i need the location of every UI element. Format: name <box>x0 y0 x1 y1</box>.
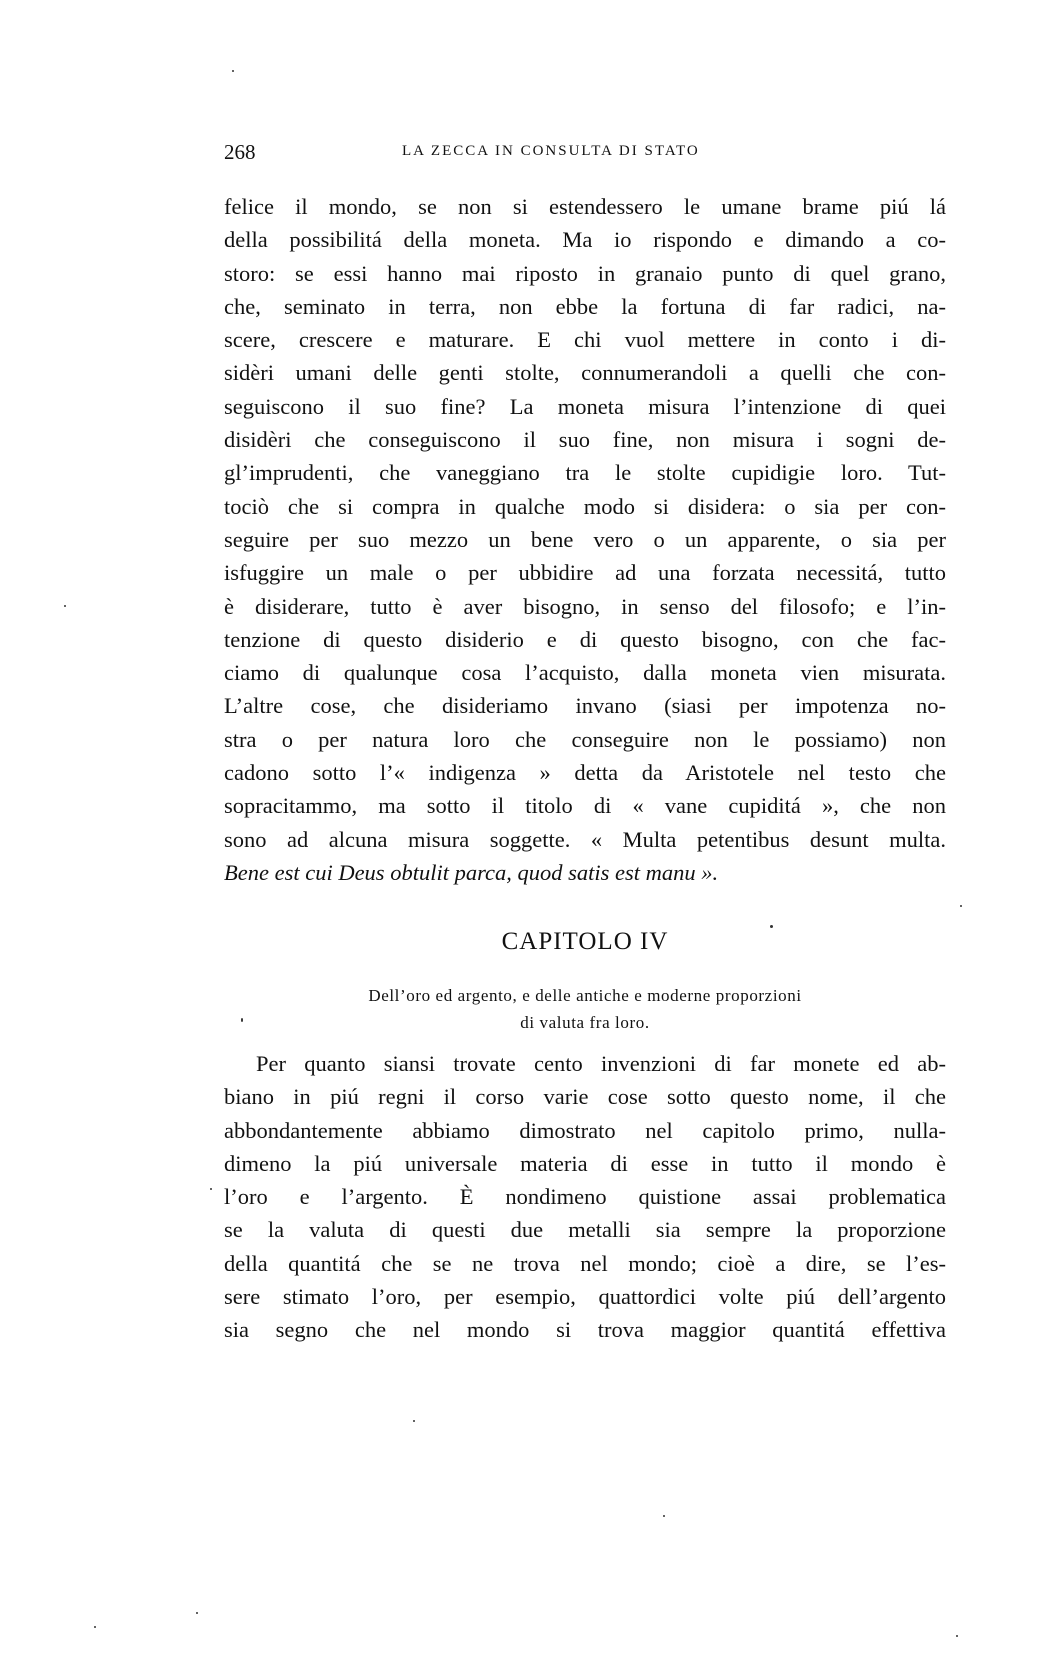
text-line: cadono sotto l’« indigenza » detta da Aristotele nel testo che <box>224 760 946 786</box>
text-line: tociò che si compra in qualche modo si disidera: o sia per con- <box>224 493 946 519</box>
text-line: è disiderare, tutto è aver bisogno, in senso del filosofo; e l’in- <box>224 593 946 619</box>
paper-speck <box>196 1612 198 1614</box>
text-line: l’oro e l’argento. È nondimeno quistione assai problematica <box>224 1184 946 1210</box>
text-line: se la valuta di questi due metalli sia sempre la proporzione <box>224 1217 946 1243</box>
paper-speck <box>241 1018 243 1022</box>
paper-speck <box>413 1420 415 1422</box>
paper-speck <box>64 605 66 607</box>
text-line: felice il mondo, se non si estendessero le umane brame piú lá <box>224 194 946 219</box>
text-line: scere, crescere e maturare. E chi vuol mettere in conto i di- <box>224 327 946 353</box>
text-line: seguire per suo mezzo un bene vero o un apparente, o sia per <box>224 526 946 552</box>
running-title: LA ZECCA IN CONSULTA DI STATO <box>402 143 700 159</box>
paper-speck <box>956 1635 958 1637</box>
text-line: sidèri umani delle genti stolte, connumerandoli a quelli che con- <box>224 360 946 386</box>
text-line: abbondantemente abbiamo dimostrato nel capitolo primo, nulla- <box>224 1117 946 1143</box>
text-line: tenzione di questo disiderio e di questo bisogno, con che fac- <box>224 626 946 652</box>
text-line: L’altre cose, che disideriamo invano (siasi per impotenza no- <box>224 693 946 719</box>
running-head <box>224 140 944 170</box>
text-line: che, seminato in terra, non ebbe la fortuna di far radici, na- <box>224 293 946 319</box>
paragraph-1 <box>224 190 946 889</box>
text-line: storo: se essi hanno mai riposto in granaio punto di quel grano, <box>224 260 946 286</box>
paper-speck <box>94 1626 96 1628</box>
paper-speck <box>210 1188 212 1190</box>
text-line: disidèri che conseguiscono il suo fine, non misura i sogni de- <box>224 427 946 453</box>
text-line: sia segno che nel mondo si trova maggior quantitá effettiva <box>224 1317 946 1343</box>
text-line: dimeno la piú universale materia di esse in tutto il mondo è <box>224 1150 946 1176</box>
paragraph-2 <box>224 1047 946 1347</box>
page-number: 268 <box>224 140 256 164</box>
text-line: biano in piú regni il corso varie cose sotto questo nome, il che <box>224 1084 946 1110</box>
text-line: ciamo di qualunque cosa l’acquisto, dalla moneta vien misurata. <box>224 660 946 686</box>
text-line: isfuggire un male o per ubbidire ad una forzata necessitá, tutto <box>224 560 946 586</box>
text-line: Per quanto siansi trovate cento invenzioni di far monete ed ab- <box>256 1051 946 1076</box>
paper-speck <box>770 925 773 928</box>
text-line: sere stimato l’oro, per esempio, quattordici volte piú dell’argento <box>224 1284 946 1310</box>
text-line: seguiscono il suo fine? La moneta misura l’intenzione di quei <box>224 393 946 419</box>
chapter-subtitle-line: Dell’oro ed argento, e delle antiche e moderne proporzioni <box>368 986 802 1005</box>
paper-speck <box>960 905 962 907</box>
text-line: della quantitá che se ne trova nel mondo; cioè a dire, se l’es- <box>224 1250 946 1276</box>
chapter-subtitle-line: di valuta fra loro. <box>520 1013 650 1032</box>
paper-speck <box>663 1515 665 1517</box>
paper-speck <box>232 70 234 72</box>
text-line: gl’imprudenti, che vaneggiano tra le stolte cupidigie loro. Tut- <box>224 460 946 486</box>
text-line-latin-quote: Bene est cui Deus obtulit parca, quod satis est manu ». <box>224 859 719 885</box>
chapter-title: CAPITOLO IV <box>501 928 669 955</box>
chapter-subtitle <box>224 982 946 1036</box>
text-line: sopracitammo, ma sotto il titolo di « vane cupiditá », che non <box>224 793 946 819</box>
text-line: della possibilitá della moneta. Ma io rispondo e dimando a co- <box>224 227 946 253</box>
text-line: sono ad alcuna misura soggette. « Multa petentibus desunt multa. <box>224 826 946 852</box>
text-line: stra o per natura loro che conseguire non le possiamo) non <box>224 726 946 752</box>
